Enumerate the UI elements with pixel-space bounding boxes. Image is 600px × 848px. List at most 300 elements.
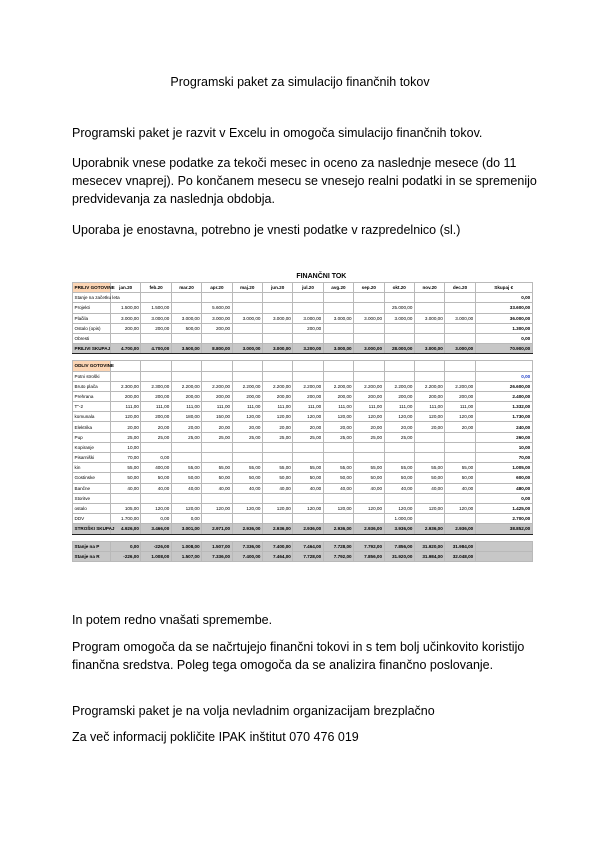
spacer-cell: [171, 534, 201, 541]
table-cell: 25,00: [202, 432, 232, 442]
table-cell: [414, 333, 444, 343]
table-cell: 7.792,00: [354, 541, 384, 551]
cash-flow-table: [72, 270, 533, 562]
header-blank-cell: [414, 361, 444, 371]
table-cell: 33.600,00: [475, 303, 532, 313]
table-cell: 26.600,00: [475, 381, 532, 391]
table-cell: 3.000,00: [293, 313, 323, 323]
table-cell: 3.936,00: [384, 524, 414, 534]
table-cell: 120,00: [293, 503, 323, 513]
table-cell: 20,00: [354, 422, 384, 432]
table-cell: 3.000,00: [445, 313, 475, 323]
table-cell: 55,00: [354, 463, 384, 473]
table-cell: 36.000,00: [475, 313, 532, 323]
table-cell: [354, 514, 384, 524]
table-cell: 40,00: [111, 483, 141, 493]
table-cell: 111,00: [232, 402, 262, 412]
table-cell: 1.008,00: [141, 551, 171, 561]
table-cell: 2.700,00: [475, 514, 532, 524]
table-cell: 50,00: [445, 473, 475, 483]
month-header: apr.20: [202, 283, 232, 293]
table-cell: 120,00: [202, 503, 232, 513]
table-cell: 20,00: [202, 422, 232, 432]
table-cell: 32.048,00: [445, 551, 475, 561]
table-cell: 7.336,00: [232, 541, 262, 551]
table-cell: [293, 371, 323, 381]
table-cell: 3.000,00: [384, 313, 414, 323]
table-cell: 3.000,00: [323, 313, 353, 323]
table-cell: 25,00: [293, 432, 323, 442]
table-cell: 3.000,00: [414, 313, 444, 323]
table-cell: 20,00: [445, 422, 475, 432]
table-cell: [232, 323, 262, 333]
outflow-row: [73, 402, 533, 412]
table-cell: [262, 323, 292, 333]
table-cell: 7.464,00: [293, 541, 323, 551]
table-cell: [323, 293, 353, 303]
spacer-cell: [111, 354, 141, 361]
table-cell: 200,00: [354, 391, 384, 401]
inflow-label: Plačila: [73, 313, 111, 323]
table-cell: -226,00: [141, 541, 171, 551]
table-cell: 40,00: [293, 483, 323, 493]
table-cell: 70.900,00: [475, 344, 532, 354]
table-cell: 120,00: [262, 412, 292, 422]
table-cell: 200,00: [202, 323, 232, 333]
inflow-row: [73, 323, 533, 333]
table-cell: [171, 442, 201, 452]
table-cell: 2.400,00: [475, 391, 532, 401]
table-cell: 2.200,00: [445, 381, 475, 391]
table-cell: [354, 442, 384, 452]
table-cell: 20,00: [232, 422, 262, 432]
table-cell: 120,00: [323, 412, 353, 422]
table-cell: 3.000,00: [202, 313, 232, 323]
table-cell: [262, 442, 292, 452]
table-cell: 7.792,00: [323, 551, 353, 561]
spacer-cell: [202, 534, 232, 541]
table-cell: 0,00: [475, 333, 532, 343]
table-cell: 20,00: [141, 422, 171, 432]
spacer-cell: [73, 354, 111, 361]
table-cell: 50,00: [384, 473, 414, 483]
table-cell: [475, 551, 532, 561]
table-cell: 2.936,00: [414, 524, 444, 534]
month-header: avg.20: [323, 283, 353, 293]
table-cell: [202, 453, 232, 463]
outflow-label: Storitve: [73, 493, 111, 503]
table-cell: 105,00: [111, 503, 141, 513]
table-cell: 111,00: [293, 402, 323, 412]
table-cell: 0,00: [141, 514, 171, 524]
table-cell: 7.336,00: [202, 551, 232, 561]
table-cell: [384, 293, 414, 303]
table-cell: 500,00: [171, 323, 201, 333]
month-header: jul.20: [293, 283, 323, 293]
table-cell: 1.008,00: [171, 541, 201, 551]
table-cell: 3.000,00: [262, 344, 292, 354]
paragraph-changes: In potem redno vnašati spremembe.: [72, 613, 273, 627]
table-cell: 10,00: [111, 442, 141, 452]
table-cell: [293, 303, 323, 313]
table-cell: 70,00: [111, 453, 141, 463]
table-cell: 1.700,00: [111, 514, 141, 524]
spacer-row: [73, 534, 533, 541]
table-cell: 20,00: [414, 422, 444, 432]
table-cell: 3.000,00: [111, 313, 141, 323]
table-cell: 20,00: [171, 422, 201, 432]
table-cell: 2.200,00: [384, 381, 414, 391]
spacer-cell: [141, 354, 171, 361]
table-cell: [323, 303, 353, 313]
table-cell: 31.984,00: [445, 541, 475, 551]
month-header: feb.20: [141, 283, 171, 293]
table-cell: 1.500,00: [141, 303, 171, 313]
table-cell: 55,00: [323, 463, 353, 473]
table-cell: 260,00: [475, 432, 532, 442]
table-cell: [232, 293, 262, 303]
outflow-label: Elektrika: [73, 422, 111, 432]
month-header: dec.20: [445, 283, 475, 293]
inflow-total-label: PRILIVI SKUPAJ: [73, 344, 111, 354]
table-cell: [475, 541, 532, 551]
table-cell: [262, 303, 292, 313]
table-cell: 120,00: [354, 503, 384, 513]
table-cell: 0,00: [475, 371, 532, 381]
table-cell: [445, 323, 475, 333]
spacer-cell: [354, 534, 384, 541]
table-cell: [232, 493, 262, 503]
table-cell: 120,00: [293, 412, 323, 422]
spacer-cell: [232, 354, 262, 361]
table-cell: 10,00: [475, 442, 532, 452]
paragraph-availability: Programski paket je na volja nevladnim organizacijam brezplačno: [72, 704, 435, 718]
table-cell: 3.000,00: [354, 344, 384, 354]
table-cell: 7.400,00: [232, 551, 262, 561]
spacer-cell: [354, 354, 384, 361]
table-cell: 3.000,00: [323, 344, 353, 354]
table-cell: [445, 432, 475, 442]
table-cell: [111, 333, 141, 343]
table-cell: 120,00: [323, 503, 353, 513]
table-cell: [445, 493, 475, 503]
sheet-title: FINANČNI TOK: [296, 272, 347, 280]
table-cell: 3.000,00: [354, 313, 384, 323]
header-blank-cell: [232, 361, 262, 371]
table-cell: [323, 514, 353, 524]
table-cell: 3.200,00: [293, 344, 323, 354]
outflow-label: Pisarniški: [73, 453, 111, 463]
table-cell: 50,00: [262, 473, 292, 483]
table-cell: [202, 442, 232, 452]
table-cell: 31.920,00: [384, 551, 414, 561]
table-cell: 55,00: [384, 463, 414, 473]
header-blank-cell: [475, 361, 532, 371]
table-cell: 1.000,00: [384, 514, 414, 524]
table-cell: 2.200,00: [323, 381, 353, 391]
table-cell: 200,00: [414, 391, 444, 401]
outflow-label: T"-2: [73, 402, 111, 412]
header-blank-cell: [384, 361, 414, 371]
table-cell: 5.600,00: [202, 303, 232, 313]
outflow-label: Gostinske: [73, 473, 111, 483]
header-blank-cell: [202, 361, 232, 371]
table-cell: 111,00: [202, 402, 232, 412]
table-cell: [354, 293, 384, 303]
table-cell: 200,00: [141, 412, 171, 422]
outflow-label: komunala: [73, 412, 111, 422]
table-cell: 20,00: [111, 422, 141, 432]
table-cell: 111,00: [171, 402, 201, 412]
table-cell: 50,00: [202, 473, 232, 483]
sheet-blank-cell: [73, 270, 111, 283]
table-cell: 55,00: [262, 463, 292, 473]
table-cell: [171, 371, 201, 381]
table-cell: [232, 453, 262, 463]
table-cell: 2.300,00: [111, 381, 141, 391]
outflow-label: kin: [73, 463, 111, 473]
inflow-label: Ostalo (opis): [73, 323, 111, 333]
table-cell: 2.936,00: [323, 524, 353, 534]
table-cell: 70,00: [475, 453, 532, 463]
table-cell: 200,00: [171, 391, 201, 401]
table-cell: 1.332,00: [475, 402, 532, 412]
table-cell: 120,00: [414, 503, 444, 513]
table-cell: [323, 453, 353, 463]
table-cell: 31.920,00: [414, 541, 444, 551]
spacer-cell: [414, 534, 444, 541]
inflow-row: [73, 293, 533, 303]
table-cell: [445, 371, 475, 381]
table-cell: 25,00: [232, 432, 262, 442]
table-cell: 20,00: [293, 422, 323, 432]
spacer-cell: [171, 354, 201, 361]
spacer-cell: [262, 534, 292, 541]
outflow-header-row: [73, 361, 533, 371]
spacer-cell: [293, 354, 323, 361]
outflow-row: [73, 442, 533, 452]
table-cell: 40,00: [354, 483, 384, 493]
table-cell: [323, 323, 353, 333]
table-cell: 200,00: [111, 323, 141, 333]
table-cell: 40,00: [414, 483, 444, 493]
table-cell: [323, 333, 353, 343]
table-cell: 20,00: [262, 422, 292, 432]
table-cell: 40,00: [202, 483, 232, 493]
table-cell: 600,00: [475, 473, 532, 483]
table-cell: 0,00: [475, 293, 532, 303]
month-header: maj.20: [232, 283, 262, 293]
table-cell: [354, 493, 384, 503]
table-cell: 3.500,00: [171, 344, 201, 354]
table-cell: 55,00: [414, 463, 444, 473]
outflow-row: [73, 514, 533, 524]
header-blank-cell: [445, 361, 475, 371]
inflow-row: [73, 313, 533, 323]
spacer-cell: [475, 534, 532, 541]
table-cell: 200,00: [141, 391, 171, 401]
table-cell: [293, 293, 323, 303]
table-cell: [141, 333, 171, 343]
table-cell: 200,00: [202, 391, 232, 401]
header-blank-cell: [354, 361, 384, 371]
table-cell: 200,00: [141, 323, 171, 333]
table-cell: [445, 333, 475, 343]
table-cell: 1.507,00: [202, 541, 232, 551]
outflow-label: Bančne: [73, 483, 111, 493]
table-cell: [262, 514, 292, 524]
month-header: mar.20: [171, 283, 201, 293]
table-cell: [354, 323, 384, 333]
table-cell: 4.700,00: [111, 344, 141, 354]
table-cell: [293, 514, 323, 524]
table-cell: [171, 333, 201, 343]
table-cell: 3.000,00: [171, 313, 201, 323]
header-blank-cell: [323, 361, 353, 371]
table-cell: 0,00: [475, 493, 532, 503]
outflow-row: [73, 463, 533, 473]
balance-row: [73, 541, 533, 551]
table-cell: [354, 333, 384, 343]
table-cell: [293, 453, 323, 463]
table-cell: 111,00: [262, 402, 292, 412]
table-cell: [262, 371, 292, 381]
table-cell: -226,00: [111, 551, 141, 561]
balance-row: [73, 551, 533, 561]
table-cell: 50,00: [111, 473, 141, 483]
outflow-row: [73, 503, 533, 513]
spacer-cell: [414, 354, 444, 361]
table-cell: [202, 333, 232, 343]
header-blank-cell: [293, 361, 323, 371]
table-cell: [141, 293, 171, 303]
table-cell: [323, 442, 353, 452]
outflow-row: [73, 391, 533, 401]
table-cell: [141, 442, 171, 452]
spacer-cell: [141, 534, 171, 541]
table-cell: 40,00: [141, 483, 171, 493]
table-cell: [414, 432, 444, 442]
outflow-label: ostalo: [73, 503, 111, 513]
table-cell: 3.000,00: [232, 313, 262, 323]
table-cell: [171, 453, 201, 463]
table-cell: 3.000,00: [141, 313, 171, 323]
table-cell: [354, 371, 384, 381]
table-cell: 2.936,00: [354, 524, 384, 534]
sheet-title-row: [73, 270, 533, 283]
table-cell: 50,00: [414, 473, 444, 483]
table-cell: [171, 303, 201, 313]
outflow-row: [73, 371, 533, 381]
table-cell: 25,00: [141, 432, 171, 442]
spacer-cell: [262, 354, 292, 361]
table-cell: 120,00: [384, 412, 414, 422]
inflow-total-row: [73, 344, 533, 354]
spreadsheet-screenshot: [72, 270, 532, 572]
header-blank-cell: [171, 361, 201, 371]
month-header: sep.20: [354, 283, 384, 293]
table-cell: 25,00: [171, 432, 201, 442]
spacer-cell: [73, 534, 111, 541]
table-cell: 28.000,00: [384, 344, 414, 354]
inflow-header: PRILIV GOTOVINE: [73, 283, 111, 293]
balance-label: Stanje na P: [73, 541, 111, 551]
spacer-cell: [232, 534, 262, 541]
outflow-row: [73, 483, 533, 493]
table-cell: [384, 371, 414, 381]
table-cell: [323, 493, 353, 503]
table-cell: 180,00: [171, 412, 201, 422]
table-cell: 111,00: [384, 402, 414, 412]
paragraph-user-input: Uporabnik vnese podatke za tekoči mesec in oceno za naslednje mesece (do 11 mesecev vnaprej). Po končanem mesecu se vnesejo realni podatki in se spremenijo predvidevanja za naslednja obdobja.: [72, 156, 537, 206]
table-cell: 200,00: [262, 391, 292, 401]
spacer-cell: [202, 354, 232, 361]
table-cell: 2.936,00: [262, 524, 292, 534]
table-cell: [202, 371, 232, 381]
outflow-label: Pup: [73, 432, 111, 442]
table-cell: [445, 453, 475, 463]
header-blank-cell: [262, 361, 292, 371]
table-cell: [354, 303, 384, 313]
paragraph-contact: Za več informacij pokličite IPAK inštitut 070 476 019: [72, 730, 359, 744]
table-cell: 2.971,00: [202, 524, 232, 534]
table-cell: 25,00: [111, 432, 141, 442]
table-cell: 240,00: [475, 422, 532, 432]
table-cell: 40,00: [445, 483, 475, 493]
table-cell: 200,00: [293, 323, 323, 333]
table-cell: 3.000,00: [445, 344, 475, 354]
table-cell: 55,00: [171, 463, 201, 473]
table-cell: 40,00: [384, 483, 414, 493]
table-cell: [232, 371, 262, 381]
table-cell: 2.300,00: [141, 381, 171, 391]
month-header: Skupaj €: [475, 283, 532, 293]
table-cell: 120,00: [232, 503, 262, 513]
header-blank-cell: [141, 361, 171, 371]
table-cell: 25,00: [323, 432, 353, 442]
spacer-row: [73, 354, 533, 361]
inflow-label: Projekti: [73, 303, 111, 313]
table-cell: 120,00: [414, 412, 444, 422]
table-cell: 7.856,00: [354, 551, 384, 561]
outflow-row: [73, 381, 533, 391]
table-cell: 25,00: [354, 432, 384, 442]
table-cell: [354, 453, 384, 463]
table-cell: [202, 293, 232, 303]
outflow-total-label: STROŠKI SKUPAJ: [73, 524, 111, 534]
spacer-cell: [323, 354, 353, 361]
table-cell: 55,00: [111, 463, 141, 473]
table-cell: 200,00: [293, 391, 323, 401]
table-cell: 2.936,00: [293, 524, 323, 534]
table-cell: [111, 371, 141, 381]
table-cell: 2.200,00: [171, 381, 201, 391]
table-cell: [445, 514, 475, 524]
table-cell: 200,00: [232, 391, 262, 401]
table-cell: [293, 333, 323, 343]
table-cell: 40,00: [171, 483, 201, 493]
table-cell: [171, 493, 201, 503]
table-cell: 40,00: [262, 483, 292, 493]
table-cell: [262, 493, 292, 503]
table-cell: [323, 371, 353, 381]
table-cell: 0,00: [111, 541, 141, 551]
table-cell: 111,00: [323, 402, 353, 412]
table-cell: 1.730,00: [475, 412, 532, 422]
month-header: jun.20: [262, 283, 292, 293]
month-header: okt.20: [384, 283, 414, 293]
table-cell: [384, 442, 414, 452]
